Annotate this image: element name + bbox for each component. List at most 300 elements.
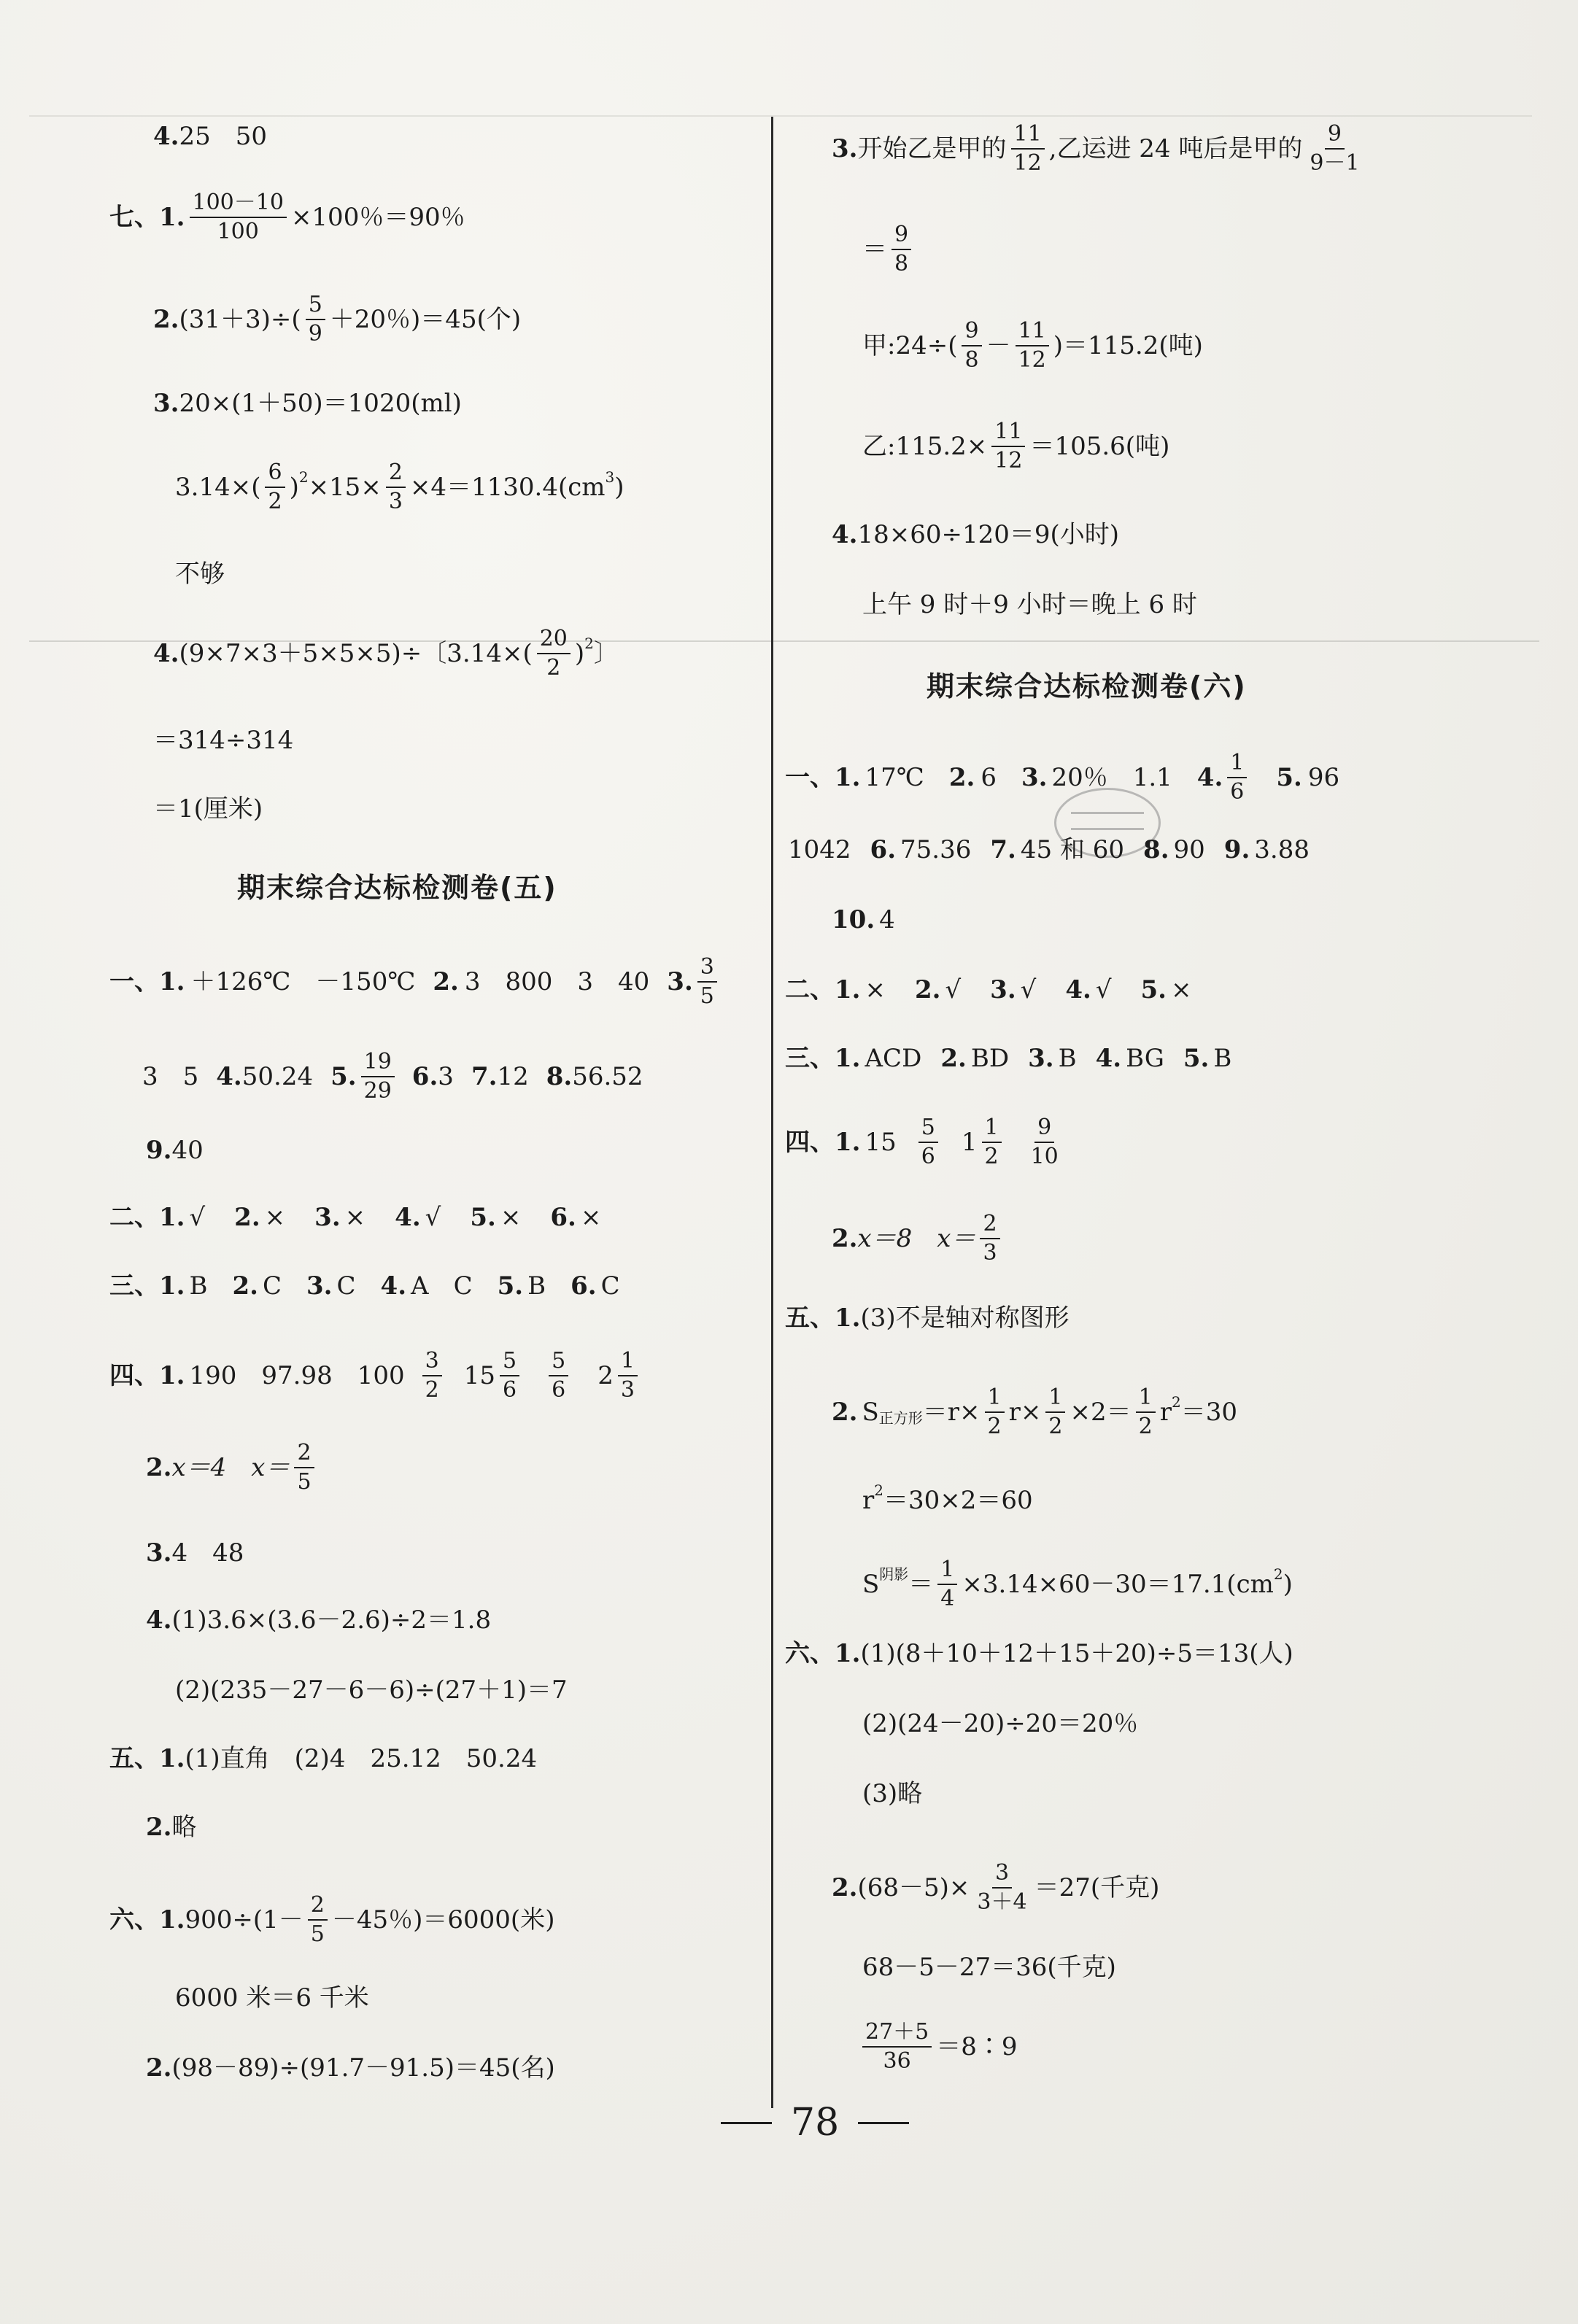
subscript: 阴影 — [879, 1565, 909, 1583]
answer-line — [862, 1781, 922, 1806]
fraction-numerator: 1 — [1227, 751, 1247, 778]
answer-text: 乙:115.2× — [862, 431, 988, 461]
fraction-numerator: 9 — [1034, 1116, 1054, 1143]
fraction-denominator: 2 — [1138, 1413, 1153, 1439]
fraction-denominator: 5 — [297, 1468, 312, 1495]
answer-text: ＝r× — [922, 1397, 981, 1427]
answer-text: ＝ — [908, 1569, 934, 1599]
fraction-denominator: 9 — [308, 320, 322, 346]
item-number: 4. — [216, 1061, 242, 1091]
answer-text: ＝30 — [1180, 1397, 1237, 1427]
answer-text: 25 50 — [179, 122, 268, 151]
superscript: 2 — [1171, 1393, 1181, 1411]
fraction-numerator: 27＋5 — [862, 2021, 932, 2048]
item-number: 8. — [1143, 835, 1169, 864]
answer-text: x＝8 x＝ — [857, 1223, 976, 1253]
answer-line — [785, 751, 1339, 803]
answer-text: √ — [425, 1203, 441, 1232]
answer-line — [146, 1606, 492, 1635]
answer-text: (31＋3)÷( — [179, 304, 301, 334]
item-number: 四、1. — [109, 1360, 185, 1390]
answer-line — [785, 1046, 1231, 1071]
page-number — [702, 2101, 928, 2145]
answer-text: C — [600, 1271, 620, 1301]
answer-text: 45 和 60 — [1020, 835, 1125, 864]
answer-text: 15 — [865, 1127, 897, 1157]
answer-text: 900÷(1－ — [185, 1905, 303, 1934]
answer-line — [109, 1746, 537, 1771]
dash-right — [858, 2122, 909, 2124]
fraction-numerator: 11 — [1011, 123, 1045, 150]
fraction-numerator: 5 — [306, 293, 325, 320]
fraction-numerator: 9 — [962, 319, 981, 346]
fraction-denominator: 8 — [964, 346, 979, 373]
answer-line — [788, 837, 1310, 862]
answer-text: ×3.14×60－30＝17.1(cm — [962, 1569, 1274, 1599]
answer-text: 90 — [1173, 835, 1205, 864]
answer-text: C — [263, 1271, 282, 1301]
answer-line — [862, 1955, 1116, 1980]
answer-text: 上午 9 时＋9 小时＝晚上 6 时 — [862, 590, 1197, 619]
answer-text: × — [865, 975, 886, 1004]
item-number: 3. — [1021, 762, 1048, 792]
superscript: 2 — [298, 468, 309, 486]
item-number: 一、1. — [785, 762, 861, 792]
fraction-numerator: 1 — [1136, 1386, 1156, 1413]
item-number: 5. — [497, 1271, 524, 1301]
stamp-line — [1071, 828, 1144, 830]
item-number: 4. — [380, 1271, 407, 1301]
answer-text: ＋126℃ －150℃ — [190, 967, 416, 996]
item-number: 5. — [1276, 762, 1302, 792]
item-number: 3. — [1028, 1044, 1054, 1073]
fraction-denominator: 5 — [310, 1921, 325, 1947]
fraction-numerator: 11 — [1016, 319, 1049, 346]
fraction-denominator: 2 — [1048, 1413, 1063, 1439]
answer-text: ) — [614, 472, 624, 502]
item-number: 6. — [550, 1203, 576, 1232]
answer-line — [146, 1441, 319, 1493]
answer-text: 4 — [879, 905, 895, 934]
answer-line — [109, 191, 465, 243]
answer-line — [862, 223, 916, 275]
fraction — [537, 627, 571, 679]
item-number: 2. — [940, 1044, 967, 1073]
answer-text: 1 — [961, 1127, 978, 1157]
answer-line — [175, 559, 225, 589]
item-number: 5. — [470, 1203, 496, 1232]
answer-line — [146, 1538, 244, 1568]
answer-text: (68－5)× — [857, 1872, 970, 1902]
answer-text: B — [189, 1271, 208, 1301]
item-number: 3. — [146, 1538, 172, 1568]
fraction — [361, 1050, 395, 1102]
fraction-numerator: 5 — [918, 1116, 938, 1143]
answer-text: 190 97.98 100 — [189, 1360, 405, 1390]
fraction — [1011, 123, 1045, 174]
answer-text: ) — [574, 638, 585, 668]
answer-text: ACD — [865, 1044, 922, 1073]
fraction-numerator: 6 — [265, 461, 285, 488]
fraction — [1028, 1116, 1061, 1168]
answer-text: (9×7×3＋5×5×5)÷〔3.14×( — [179, 638, 533, 668]
answer-line — [832, 1212, 1005, 1264]
fraction-numerator: 1 — [985, 1386, 1005, 1413]
answer-text: 20％ 1.1 — [1051, 762, 1172, 792]
answer-text: 略 — [171, 1813, 197, 1842]
fraction-numerator: 1 — [1045, 1386, 1065, 1413]
superscript: 2 — [874, 1481, 883, 1499]
answer-line — [146, 2053, 555, 2083]
fraction-denominator: 2 — [425, 1376, 439, 1403]
fraction-denominator: 12 — [1013, 150, 1042, 176]
fraction-denominator: 6 — [503, 1376, 517, 1403]
fraction — [991, 420, 1025, 472]
item-number: 一、1. — [109, 967, 185, 996]
answer-text: (3)略 — [862, 1779, 923, 1808]
fraction-numerator: 2 — [294, 1441, 314, 1468]
section-heading-exam-5: 期末综合达标检测卷(五) — [237, 872, 557, 904]
superscript: 2 — [584, 634, 594, 652]
item-number: 2. — [232, 1271, 258, 1301]
fraction-denominator: 100 — [217, 218, 259, 244]
item-number: 3. — [990, 975, 1016, 1004]
answer-text: ×4＝1130.4(cm — [409, 472, 606, 502]
item-number: 五、1. — [109, 1744, 185, 1773]
answer-text: ＝105.6(吨) — [1029, 431, 1170, 461]
answer-text: 50.24 — [241, 1061, 314, 1091]
fraction — [190, 191, 287, 243]
item-number: 2. — [433, 967, 459, 996]
fraction — [1307, 123, 1362, 174]
answer-line — [862, 2021, 1018, 2072]
answer-text: B — [1213, 1044, 1232, 1073]
answer-text: ＋20％)＝45(个) — [329, 304, 522, 334]
answer-text: √ — [1020, 975, 1037, 1004]
fraction-numerator: 1 — [937, 1558, 957, 1585]
section-heading-exam-6: 期末综合达标检测卷(六) — [927, 670, 1247, 702]
fraction-denominator: 10 — [1030, 1143, 1059, 1169]
column-divider — [771, 117, 773, 2108]
answer-text: ＝1(厘米) — [153, 794, 263, 824]
answer-line — [109, 1205, 601, 1230]
answer-line — [109, 1349, 642, 1401]
item-number: 二、1. — [109, 1203, 185, 1232]
item-number: 4. — [1095, 1044, 1122, 1073]
answer-text: × — [264, 1203, 286, 1232]
fraction — [974, 1862, 1029, 1913]
answer-text: √ — [1095, 975, 1112, 1004]
item-number: 2. — [832, 1872, 858, 1902]
answer-text: 1042 — [788, 835, 851, 864]
fraction-numerator: 9 — [892, 223, 911, 250]
answer-line — [862, 319, 1203, 371]
fraction-denominator: 4 — [940, 1585, 955, 1611]
fraction-numerator: 2 — [980, 1212, 999, 1239]
item-number: 5. — [1183, 1044, 1210, 1073]
item-number: 五、1. — [785, 1304, 861, 1333]
answer-text: ×2＝ — [1070, 1397, 1132, 1427]
answer-line — [832, 522, 1119, 547]
answer-text: √ — [189, 1203, 206, 1232]
answer-text: 40 — [171, 1136, 204, 1165]
answer-text: x＝4 x＝ — [171, 1452, 290, 1482]
answer-text: ×15× — [308, 472, 382, 502]
answer-text: (1)(8＋10＋12＋15＋20)÷5＝13(人) — [860, 1639, 1293, 1668]
answer-text: B — [527, 1271, 546, 1301]
fraction-denominator: 12 — [994, 447, 1023, 473]
item-number: 2. — [915, 975, 941, 1004]
item-number: 3. — [832, 133, 858, 163]
answer-text: － — [986, 330, 1011, 360]
item-number: 4. — [146, 1606, 172, 1635]
item-number: 2. — [146, 1452, 172, 1482]
fraction-denominator: 6 — [921, 1143, 935, 1169]
fraction — [500, 1349, 519, 1401]
answer-text: (1)直角 (2)4 25.12 50.24 — [185, 1744, 538, 1773]
item-number: 三、1. — [785, 1044, 861, 1073]
fraction — [862, 2021, 932, 2072]
fraction-denominator: 2 — [546, 654, 561, 681]
answer-line — [153, 627, 619, 679]
fraction-numerator: 9 — [1325, 123, 1345, 150]
answer-text: (1)3.6×(3.6－2.6)÷2＝1.8 — [171, 1606, 492, 1635]
answer-line — [175, 1983, 369, 2013]
item-number: 9. — [1223, 835, 1250, 864]
answer-text: 4 48 — [171, 1538, 244, 1568]
item-number: 2. — [234, 1203, 260, 1232]
fraction-denominator: 5 — [700, 983, 714, 1009]
answer-text: ＝314÷314 — [153, 726, 294, 755]
answer-text: ＝ — [862, 234, 887, 264]
superscript: 3 — [605, 468, 615, 486]
fraction — [1227, 751, 1247, 803]
fraction — [1136, 1386, 1156, 1438]
answer-text: √ — [945, 975, 962, 1004]
item-number: 6. — [571, 1271, 597, 1301]
answer-text: 3 800 3 40 — [464, 967, 650, 996]
fraction — [618, 1349, 638, 1401]
answer-text: BD — [970, 1044, 1010, 1073]
answer-text: 不够 — [175, 559, 225, 589]
fraction-denominator: 12 — [1018, 346, 1046, 373]
item-number: 3. — [306, 1271, 333, 1301]
item-number: 2. — [146, 1813, 172, 1842]
answer-line — [175, 1678, 568, 1703]
fraction-numerator: 100－10 — [190, 191, 287, 218]
answer-line — [109, 956, 722, 1007]
answer-line — [832, 123, 1367, 174]
fraction-denominator: 29 — [363, 1077, 392, 1104]
fraction — [306, 293, 325, 345]
dash-left — [721, 2122, 772, 2124]
item-number: 10. — [832, 905, 875, 934]
answer-text: r× — [1008, 1397, 1042, 1427]
answer-text: 3.88 — [1254, 835, 1310, 864]
answer-text: 〕 — [593, 638, 619, 668]
fraction-denominator: 3 — [620, 1376, 635, 1403]
answer-text: r — [862, 1486, 875, 1515]
item-number: 7. — [471, 1061, 498, 1091]
fraction — [1045, 1386, 1065, 1438]
item-number: 六、1. — [785, 1639, 861, 1668]
item-number: 2. — [153, 304, 179, 334]
answer-text: 3.14×( — [175, 472, 261, 502]
answer-text: 75.36 — [900, 835, 972, 864]
fraction-numerator: 20 — [537, 627, 571, 654]
fraction — [982, 1116, 1002, 1168]
item-number: 六、1. — [109, 1905, 185, 1934]
answer-text: ×100％＝90％ — [290, 202, 465, 232]
page-number-text: 78 — [791, 2101, 840, 2145]
answer-line — [832, 907, 895, 932]
fraction-denominator: 2 — [268, 488, 282, 514]
answer-text: B — [1058, 1044, 1077, 1073]
answer-line — [785, 977, 1192, 1002]
answer-line — [862, 1481, 1033, 1515]
answer-text: 18×60÷120＝9(小时) — [857, 520, 1120, 549]
item-number: 5. — [330, 1061, 357, 1091]
fraction-denominator: 2 — [987, 1413, 1002, 1439]
fraction — [697, 956, 717, 1007]
fraction-numerator: 2 — [386, 461, 406, 488]
item-number: 4. — [1196, 762, 1223, 792]
fraction-denominator: 3 — [388, 488, 403, 514]
item-number: 2. — [948, 762, 975, 792]
answer-text: (2)(235－27－6－6)÷(27＋1)＝7 — [175, 1676, 568, 1705]
answer-line — [862, 1711, 1138, 1736]
answer-line — [146, 1138, 204, 1163]
answer-text: × — [1171, 975, 1192, 1004]
answer-text: 68－5－27＝36(千克) — [862, 1953, 1116, 1982]
item-number: 二、1. — [785, 975, 861, 1004]
item-number: 2. — [146, 2053, 172, 2083]
item-number: 7. — [990, 835, 1016, 864]
item-number: 四、1. — [785, 1127, 861, 1157]
answer-text: C — [336, 1271, 356, 1301]
fraction-numerator: 19 — [361, 1050, 395, 1077]
answer-text: S — [862, 1569, 880, 1599]
answer-line — [862, 592, 1197, 617]
item-number: 三、1. — [109, 1271, 185, 1301]
answer-text: × — [580, 1203, 602, 1232]
answer-text: 17℃ — [865, 762, 924, 792]
item-number: 5. — [1140, 975, 1167, 1004]
answer-text: ) — [289, 472, 299, 502]
item-number: 4. — [1065, 975, 1091, 1004]
fraction — [308, 1894, 328, 1945]
answer-line — [109, 1271, 620, 1301]
answer-line — [146, 1815, 197, 1840]
answer-text: (98－89)÷(91.7－91.5)＝45(名) — [171, 2053, 555, 2083]
answer-text: ,乙运进 24 吨后是甲的 — [1048, 133, 1303, 163]
answer-text: 12 — [497, 1061, 529, 1091]
fraction — [962, 319, 981, 371]
answer-text: 开始乙是甲的 — [857, 133, 1007, 163]
answer-text: －45％)＝6000(米) — [331, 1905, 555, 1934]
answer-text: ) — [1283, 1569, 1293, 1599]
item-number: 3. — [667, 967, 693, 996]
fraction-numerator: 3 — [422, 1349, 442, 1376]
answer-line — [109, 1894, 554, 1945]
stamp-line — [1071, 812, 1144, 814]
answer-text: BG — [1126, 1044, 1164, 1073]
answer-line — [832, 1862, 1159, 1913]
answer-line — [153, 794, 263, 824]
answer-line — [153, 728, 293, 753]
answer-text: ＝8∶9 — [936, 2031, 1018, 2061]
fraction-denominator: 3 — [983, 1239, 997, 1266]
answer-line — [832, 1386, 1237, 1438]
answer-text: )＝115.2(吨) — [1053, 330, 1203, 360]
fraction — [265, 461, 285, 513]
answer-text: S — [862, 1397, 879, 1427]
answer-text: 6 — [981, 762, 997, 792]
fraction-denominator: 3＋4 — [977, 1889, 1027, 1915]
answer-text: 3 — [438, 1061, 454, 1091]
item-number: 2. — [832, 1223, 858, 1253]
item-number: 3. — [314, 1203, 341, 1232]
answer-text: × — [344, 1203, 366, 1232]
fraction — [892, 223, 911, 275]
answer-line — [862, 1558, 1293, 1610]
fraction — [422, 1349, 442, 1401]
answer-line — [785, 1641, 1293, 1666]
superscript: 2 — [1273, 1565, 1283, 1583]
answer-line — [862, 420, 1169, 472]
fraction — [1016, 319, 1049, 371]
fraction-numerator: 5 — [500, 1349, 519, 1376]
fraction-numerator: 2 — [308, 1894, 328, 1921]
answer-text: 6000 米＝6 千米 — [175, 1983, 369, 2013]
item-number: 4. — [153, 122, 179, 151]
answer-text: ＝27(千克) — [1034, 1872, 1160, 1902]
answer-text: 56.52 — [572, 1061, 643, 1091]
fraction-numerator: 1 — [618, 1349, 638, 1376]
fraction — [386, 461, 406, 513]
fraction — [937, 1558, 957, 1610]
answer-line — [153, 391, 462, 416]
item-number: 4. — [832, 520, 858, 549]
fraction-denominator: 6 — [1230, 778, 1245, 805]
answer-text: (3)不是轴对称图形 — [860, 1304, 1070, 1333]
answer-text: 15 — [463, 1360, 495, 1390]
answer-text: 96 — [1307, 762, 1340, 792]
answer-line — [785, 1306, 1070, 1331]
fraction-denominator: 2 — [984, 1143, 999, 1169]
answer-text: 甲:24÷( — [862, 330, 958, 360]
item-number: 4. — [153, 638, 179, 668]
answer-text: (2)(24－20)÷20＝20％ — [862, 1709, 1139, 1738]
item-number: 七、1. — [109, 202, 185, 232]
fraction-numerator: 11 — [991, 420, 1025, 447]
item-number: 2. — [832, 1397, 858, 1427]
answer-text: 20×(1＋50)＝1020(ml) — [179, 389, 462, 418]
fraction-numerator: 1 — [982, 1116, 1002, 1143]
answer-line — [153, 293, 521, 345]
fraction — [294, 1441, 314, 1493]
answer-text: 2 — [597, 1360, 614, 1390]
fraction-denominator: 8 — [894, 250, 909, 276]
fraction — [980, 1212, 999, 1264]
item-number: 8. — [546, 1061, 573, 1091]
answer-text: r — [1159, 1397, 1172, 1427]
item-number: 4. — [395, 1203, 421, 1232]
answer-line — [142, 1050, 643, 1102]
item-number: 6. — [411, 1061, 438, 1091]
horizontal-rule-top — [29, 115, 1532, 117]
fraction-numerator: 3 — [697, 956, 717, 983]
